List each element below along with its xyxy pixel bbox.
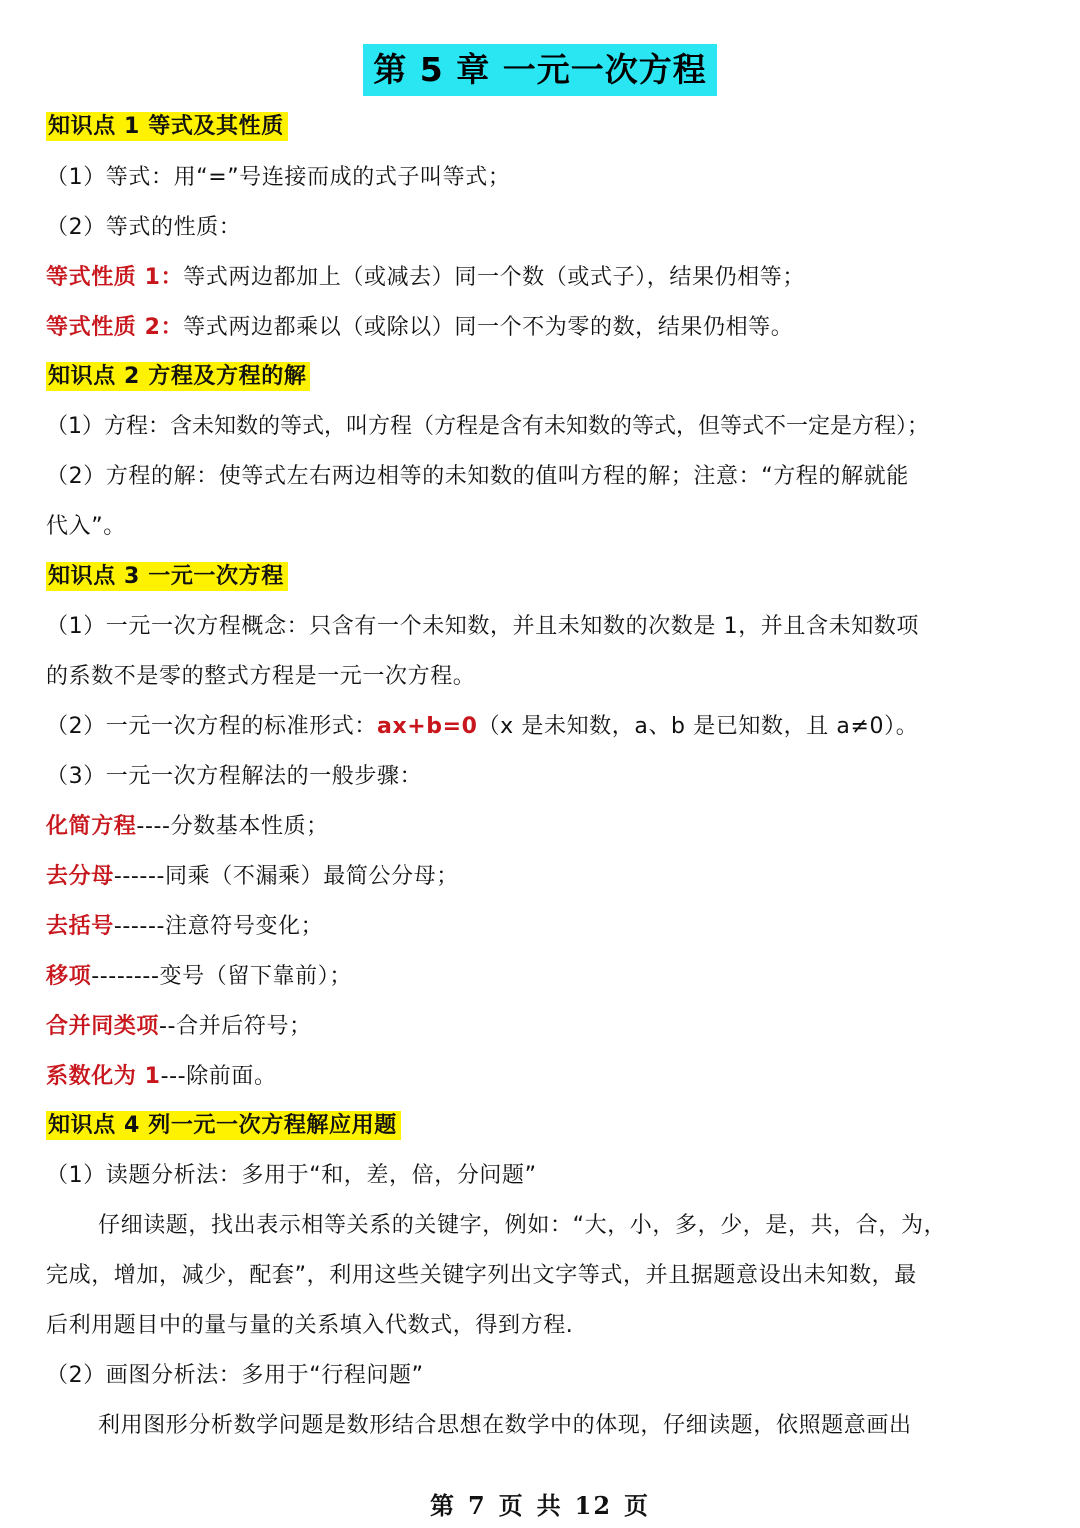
chapter-title: 第 5 章 一元一次方程 (363, 44, 716, 96)
solving-step (46, 1062, 1036, 1092)
section-heading-3-text: 知识点 3 一元一次方程 (46, 562, 288, 591)
footer-word: 页 (624, 1491, 651, 1520)
solving-step-text: 分数基本性质； (170, 814, 329, 839)
standard-form-formula: ax+b=0 (377, 714, 478, 739)
equality-property-2 (46, 313, 1036, 343)
k1-line-1: （1）等式：用“=”号连接而成的式子叫等式； (46, 165, 511, 190)
solving-step-label: 去括号 (46, 914, 114, 939)
k2-line-3: 代入”。 (46, 514, 126, 539)
k3-line-1: （1）一元一次方程概念：只含有一个未知数，并且未知数的次数是 1，并且含未知数项 (46, 614, 919, 639)
page-footer (0, 1486, 1080, 1521)
solving-step-dash: ------ (113, 914, 166, 939)
title-wrapper (0, 44, 1080, 96)
solving-step-text: 同乘（不漏乘）最简公分母； (165, 864, 459, 889)
solving-step-label: 合并同类项 (46, 1014, 160, 1039)
solving-step-dash: -------- (91, 964, 160, 989)
k4-line-3: 完成，增加，减少，配套”，利用这些关键字列出文字等式，并且据题意设出未知数，最 (46, 1263, 917, 1288)
section-heading-4 (46, 1111, 1036, 1141)
solving-step-dash: -- (159, 1014, 177, 1039)
k2-line-1: （1）方程：含未知数的等式，叫方程（方程是含有未知数的等式，但等式不一定是方程）； (46, 414, 930, 439)
solving-step (46, 812, 1036, 842)
k3-standard-form (46, 712, 1036, 742)
solving-step-label: 化简方程 (46, 814, 137, 839)
k4-line-5: （2）画图分析法：多用于“行程问题” (46, 1363, 424, 1388)
solving-step-text: 变号（留下靠前）； (159, 964, 352, 989)
k4-line-6: 利用图形分析数学问题是数形结合思想在数学中的体现，仔细读题，依照题意画出 (98, 1413, 912, 1438)
k3-standard-form-post: （x 是未知数，a、b 是已知数，且 a≠0）。 (477, 714, 919, 739)
k1-line-2: （2）等式的性质： (46, 215, 242, 240)
footer-word: 共 (536, 1491, 563, 1520)
solving-step-label: 系数化为 1 (46, 1064, 161, 1089)
section-heading-2 (46, 362, 1036, 392)
section-heading-3 (46, 562, 1036, 592)
k2-line-2: （2）方程的解：使等式左右两边相等的未知数的值叫方程的解；注意：“方程的解就能 (46, 464, 909, 489)
solving-step-dash: ---- (136, 814, 171, 839)
solving-step (46, 862, 1036, 892)
k4-line-4: 后利用题目中的量与量的关系填入代数式，得到方程. (46, 1313, 574, 1338)
solving-step (46, 962, 1036, 992)
section-heading-2-text: 知识点 2 方程及方程的解 (46, 362, 310, 391)
equality-property-2-text: 等式两边都乘以（或除以）同一个不为零的数，结果仍相等。 (183, 315, 794, 340)
k4-line-1: （1）读题分析法：多用于“和，差，倍，分问题” (46, 1163, 537, 1188)
equality-property-1 (46, 263, 1036, 293)
section-heading-1 (46, 112, 1036, 142)
solving-step-text: 除前面。 (186, 1064, 277, 1089)
solving-step-dash: --- (160, 1064, 187, 1089)
solving-step-label: 去分母 (46, 864, 114, 889)
k3-line-4: （3）一元一次方程解法的一般步骤： (46, 764, 423, 789)
footer-word: 第 (429, 1491, 456, 1520)
solving-step (46, 1012, 1036, 1042)
k3-standard-form-pre: （2）一元一次方程的标准形式： (46, 714, 377, 739)
k4-line-2: 仔细读题，找出表示相等关系的关键字，例如：“大，小，多，少，是，共，合，为， (98, 1213, 947, 1238)
footer-total-pages: 12 (574, 1491, 613, 1520)
footer-page-number: 7 (467, 1491, 487, 1520)
solving-step (46, 912, 1036, 942)
footer-word: 页 (498, 1491, 525, 1520)
equality-property-1-text: 等式两边都加上（或减去）同一个数（或式子），结果仍相等； (183, 265, 805, 290)
k3-line-2: 的系数不是零的整式方程是一元一次方程。 (46, 664, 476, 689)
solving-step-dash: ------ (113, 864, 166, 889)
solving-step-text: 注意符号变化； (165, 914, 324, 939)
solving-step-text: 合并后符号； (176, 1014, 312, 1039)
equality-property-1-label: 等式性质 1： (46, 265, 184, 290)
equality-property-2-label: 等式性质 2： (46, 315, 184, 340)
solving-step-label: 移项 (46, 964, 92, 989)
section-heading-1-text: 知识点 1 等式及其性质 (46, 112, 288, 141)
section-heading-4-text: 知识点 4 列一元一次方程解应用题 (46, 1111, 401, 1140)
